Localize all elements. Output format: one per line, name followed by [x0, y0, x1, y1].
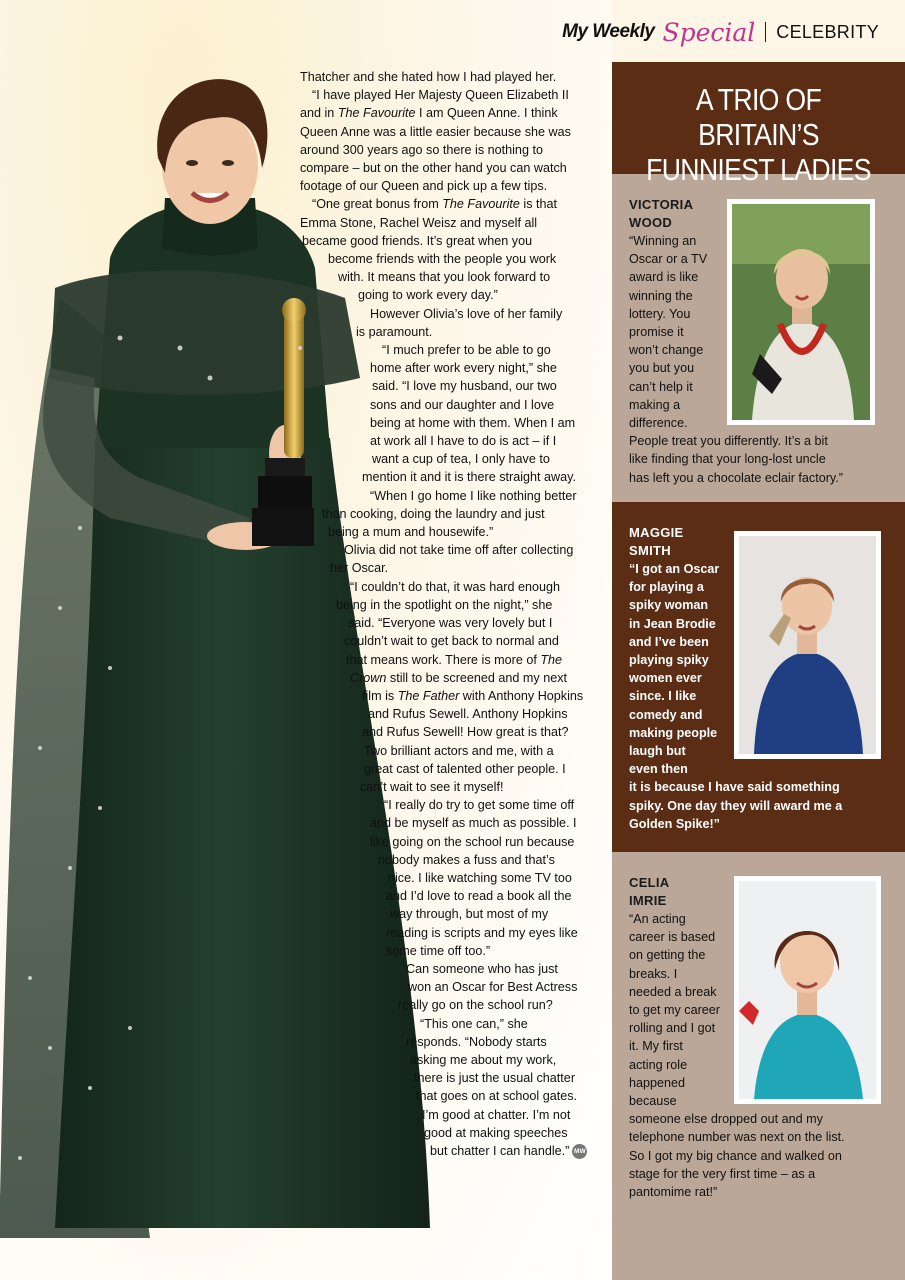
sidebar-title-line: FUNNIEST LADIES — [646, 152, 871, 187]
quote-line: won’t change — [629, 343, 704, 358]
victoria-wood-photo — [727, 199, 875, 425]
article-line: “This one can,” she — [420, 1016, 528, 1031]
quote-line: “I got an Oscar — [629, 562, 720, 576]
quote-line: women ever — [629, 671, 702, 686]
article-line: being a mum and housewife.” — [328, 525, 494, 540]
quote-line: lottery. You — [629, 306, 691, 321]
quote-line: someone else dropped out and my — [629, 1112, 823, 1127]
quote-line: making people — [629, 725, 718, 740]
article-line: Emma Stone, Rachel Weisz and myself all — [300, 215, 538, 230]
quote-line: “An acting — [629, 912, 686, 926]
profile-celia-imrie — [612, 852, 905, 1280]
profile-maggie-smith — [612, 502, 905, 852]
article-line: “When I go home I like nothing better — [370, 488, 577, 503]
article-line: become friends with the people you work — [328, 252, 557, 267]
article-line: can’t wait to see it myself! — [360, 779, 504, 794]
profile-name — [629, 874, 670, 910]
sidebar-title-line: A TRIO OF BRITAIN’S — [695, 82, 822, 152]
quote-line: winning the — [629, 288, 693, 303]
profile-victoria-wood — [612, 174, 905, 502]
article-line: said. “Everyone was very lovely but I — [348, 616, 553, 631]
quote-line: and I’ve been — [629, 634, 709, 649]
quote-line: even then — [629, 762, 688, 777]
article-line: became good friends. It’s great when you — [302, 233, 533, 248]
sidebar-title — [633, 82, 885, 187]
sidebar-header — [612, 62, 905, 187]
article-line: Thatcher and she hated how I had played her. — [300, 70, 557, 84]
profile-name-line: WOOD — [629, 215, 673, 230]
article-line: “I much prefer to be able to go — [382, 343, 551, 358]
article-line: and in The Favourite I am Queen Anne. I think — [300, 106, 558, 121]
end-mark-icon: MW — [572, 1144, 587, 1159]
article-line: some time off too.” — [386, 943, 491, 958]
article-line: good at making speeches — [424, 1125, 568, 1140]
quote-line: you but you — [629, 361, 695, 376]
article-line: Crown still to be screened and my next — [350, 670, 568, 685]
article-line: “I couldn’t do that, it was hard enough — [350, 579, 561, 594]
article-line: being at home with them. When I am — [370, 415, 576, 430]
profile-name-line: SMITH — [629, 543, 671, 558]
profile-name-line: MAGGIE — [629, 525, 684, 540]
quote-line: laugh but — [629, 744, 686, 759]
article-line: home after work every night,” she — [370, 361, 557, 376]
quote-line: career is based — [629, 930, 716, 945]
article-line: said. “I love my husband, our two — [372, 379, 557, 394]
quote-line: because — [629, 1094, 677, 1109]
masthead-divider — [765, 22, 766, 42]
article-line: footage of our Queen and pick up a few tips. — [300, 179, 548, 194]
quote-line: since. I like — [629, 689, 697, 704]
article-line: and Rufus Sewell! How great is that? — [362, 725, 569, 740]
quote-line: can’t help it — [629, 379, 693, 394]
article-line: However Olivia’s love of her family — [370, 306, 563, 321]
article-line: mention it and it is there straight away. — [362, 470, 576, 485]
article-line: than cooking, doing the laundry and just — [322, 506, 545, 521]
quote-line: spiky woman — [629, 598, 709, 613]
article-body — [300, 68, 596, 1160]
article-line: Queen Anne was a little easier because she was — [300, 124, 571, 139]
section-label: CELEBRITY — [776, 21, 879, 42]
quote-line: comedy and — [629, 707, 703, 722]
quote-line: telephone number was next on the list. — [629, 1130, 845, 1145]
quote-line: making a — [629, 397, 681, 412]
article-line: that means work. There is more of The — [346, 652, 563, 667]
article-line: “I have played Her Majesty Queen Elizabeth II — [312, 88, 569, 103]
quote-line: breaks. I — [629, 966, 678, 981]
quote-line: difference. — [629, 416, 688, 431]
quote-line: So I got my big chance and walked on — [629, 1148, 842, 1163]
article-line: with. It means that you look forward to — [338, 270, 551, 285]
quote-line: has left you a chocolate eclair factory.” — [629, 470, 843, 485]
article-line: going to work every day.” — [358, 288, 498, 303]
quote-line: People treat you differently. It’s a bit — [629, 434, 828, 449]
article-line: but chatter I can handle.” — [430, 1143, 570, 1158]
article-line: way through, but most of my — [390, 907, 549, 922]
profile-name — [629, 524, 684, 560]
quote-line: playing spiky — [629, 653, 709, 668]
special-logo: Special — [662, 17, 756, 47]
quote-line: like finding that your long-lost uncle — [629, 452, 826, 467]
profile-name-line: CELIA — [629, 875, 670, 890]
article-line: won an Oscar for Best Actress — [408, 980, 578, 995]
quote-line: stage for the very first time – as a — [629, 1166, 816, 1181]
article-line: Olivia did not take time off after collecting — [344, 543, 574, 558]
article-line: couldn’t wait to get back to normal and — [344, 634, 559, 649]
celia-imrie-photo — [734, 876, 881, 1104]
quote-line: it is because I have said something — [629, 780, 840, 795]
article-line: responds. “Nobody starts — [406, 1034, 547, 1049]
article-line: around 300 years ago so there is nothing to — [300, 142, 543, 157]
quote-line: Golden Spike!” — [629, 816, 720, 831]
article-line: is paramount. — [356, 324, 433, 339]
profile-name-line: IMRIE — [629, 893, 667, 908]
article-line: great cast of talented other people. I — [364, 761, 566, 776]
quote-line: it. My first — [629, 1039, 683, 1054]
article-line: sons and our daughter and I love — [370, 397, 555, 412]
article-line: nice. I like watching some TV too — [388, 870, 572, 885]
article-line: reading is scripts and my eyes like — [386, 925, 578, 940]
quote-line: Oscar or a TV — [629, 252, 708, 267]
article-line: like going on the school run because — [370, 834, 575, 849]
article-line: at work all I have to do is act – if I — [370, 434, 557, 449]
article-line: and Rufus Sewell. Anthony Hopkins — [368, 707, 568, 722]
quote-line: promise it — [629, 325, 684, 340]
masthead — [562, 12, 879, 52]
quote-line: pantomime rat!” — [629, 1185, 718, 1200]
article-line: really go on the school run? — [398, 998, 553, 1013]
quote-line: “Winning an — [629, 234, 697, 248]
quote-line: happened — [629, 1075, 686, 1090]
article-line: “I really do try to get some time off — [384, 798, 575, 813]
quote-line: on getting the — [629, 948, 706, 963]
brand-logo: My Weekly — [562, 21, 655, 42]
article-line: asking me about my work, — [410, 1052, 557, 1067]
article-line: Two brilliant actors and me, with a — [364, 743, 554, 758]
quote-line: rolling and I got — [629, 1021, 716, 1036]
article-line: compare – but on the other hand you can watch — [300, 161, 567, 176]
article-line: want a cup of tea, I only have to — [372, 452, 550, 467]
quote-line: needed a break — [629, 984, 717, 999]
article-line: Can someone who has just — [406, 961, 558, 976]
quote-line: in Jean Brodie — [629, 616, 716, 631]
profile-name-line: VICTORIA — [629, 197, 694, 212]
sidebar-panel — [612, 62, 905, 1280]
article-line: and be myself as much as possible. I — [370, 816, 577, 831]
profile-name — [629, 196, 693, 232]
article-line: “One great bonus from The Favourite is that — [312, 197, 558, 212]
article-line: film is The Father with Anthony Hopkins — [362, 688, 584, 703]
article-line: her Oscar. — [330, 561, 389, 576]
article-line: there is just the usual chatter — [414, 1071, 576, 1086]
quote-line: to get my career — [629, 1003, 720, 1018]
quote-line: for playing a — [629, 580, 704, 595]
quote-line: award is like — [629, 270, 699, 285]
quote-line: spiky. One day they will award me a — [629, 798, 843, 813]
maggie-smith-photo — [734, 531, 881, 759]
article-line: being in the spotlight on the night,” she — [336, 597, 553, 612]
article-line: and I’d love to read a book all the — [386, 889, 572, 904]
article-line: nobody makes a fuss and that’s — [378, 852, 555, 867]
article-line: that goes on at school gates. — [416, 1089, 578, 1104]
quote-line: acting role — [629, 1057, 688, 1072]
article-line: I’m good at chatter. I’m not — [422, 1107, 571, 1122]
